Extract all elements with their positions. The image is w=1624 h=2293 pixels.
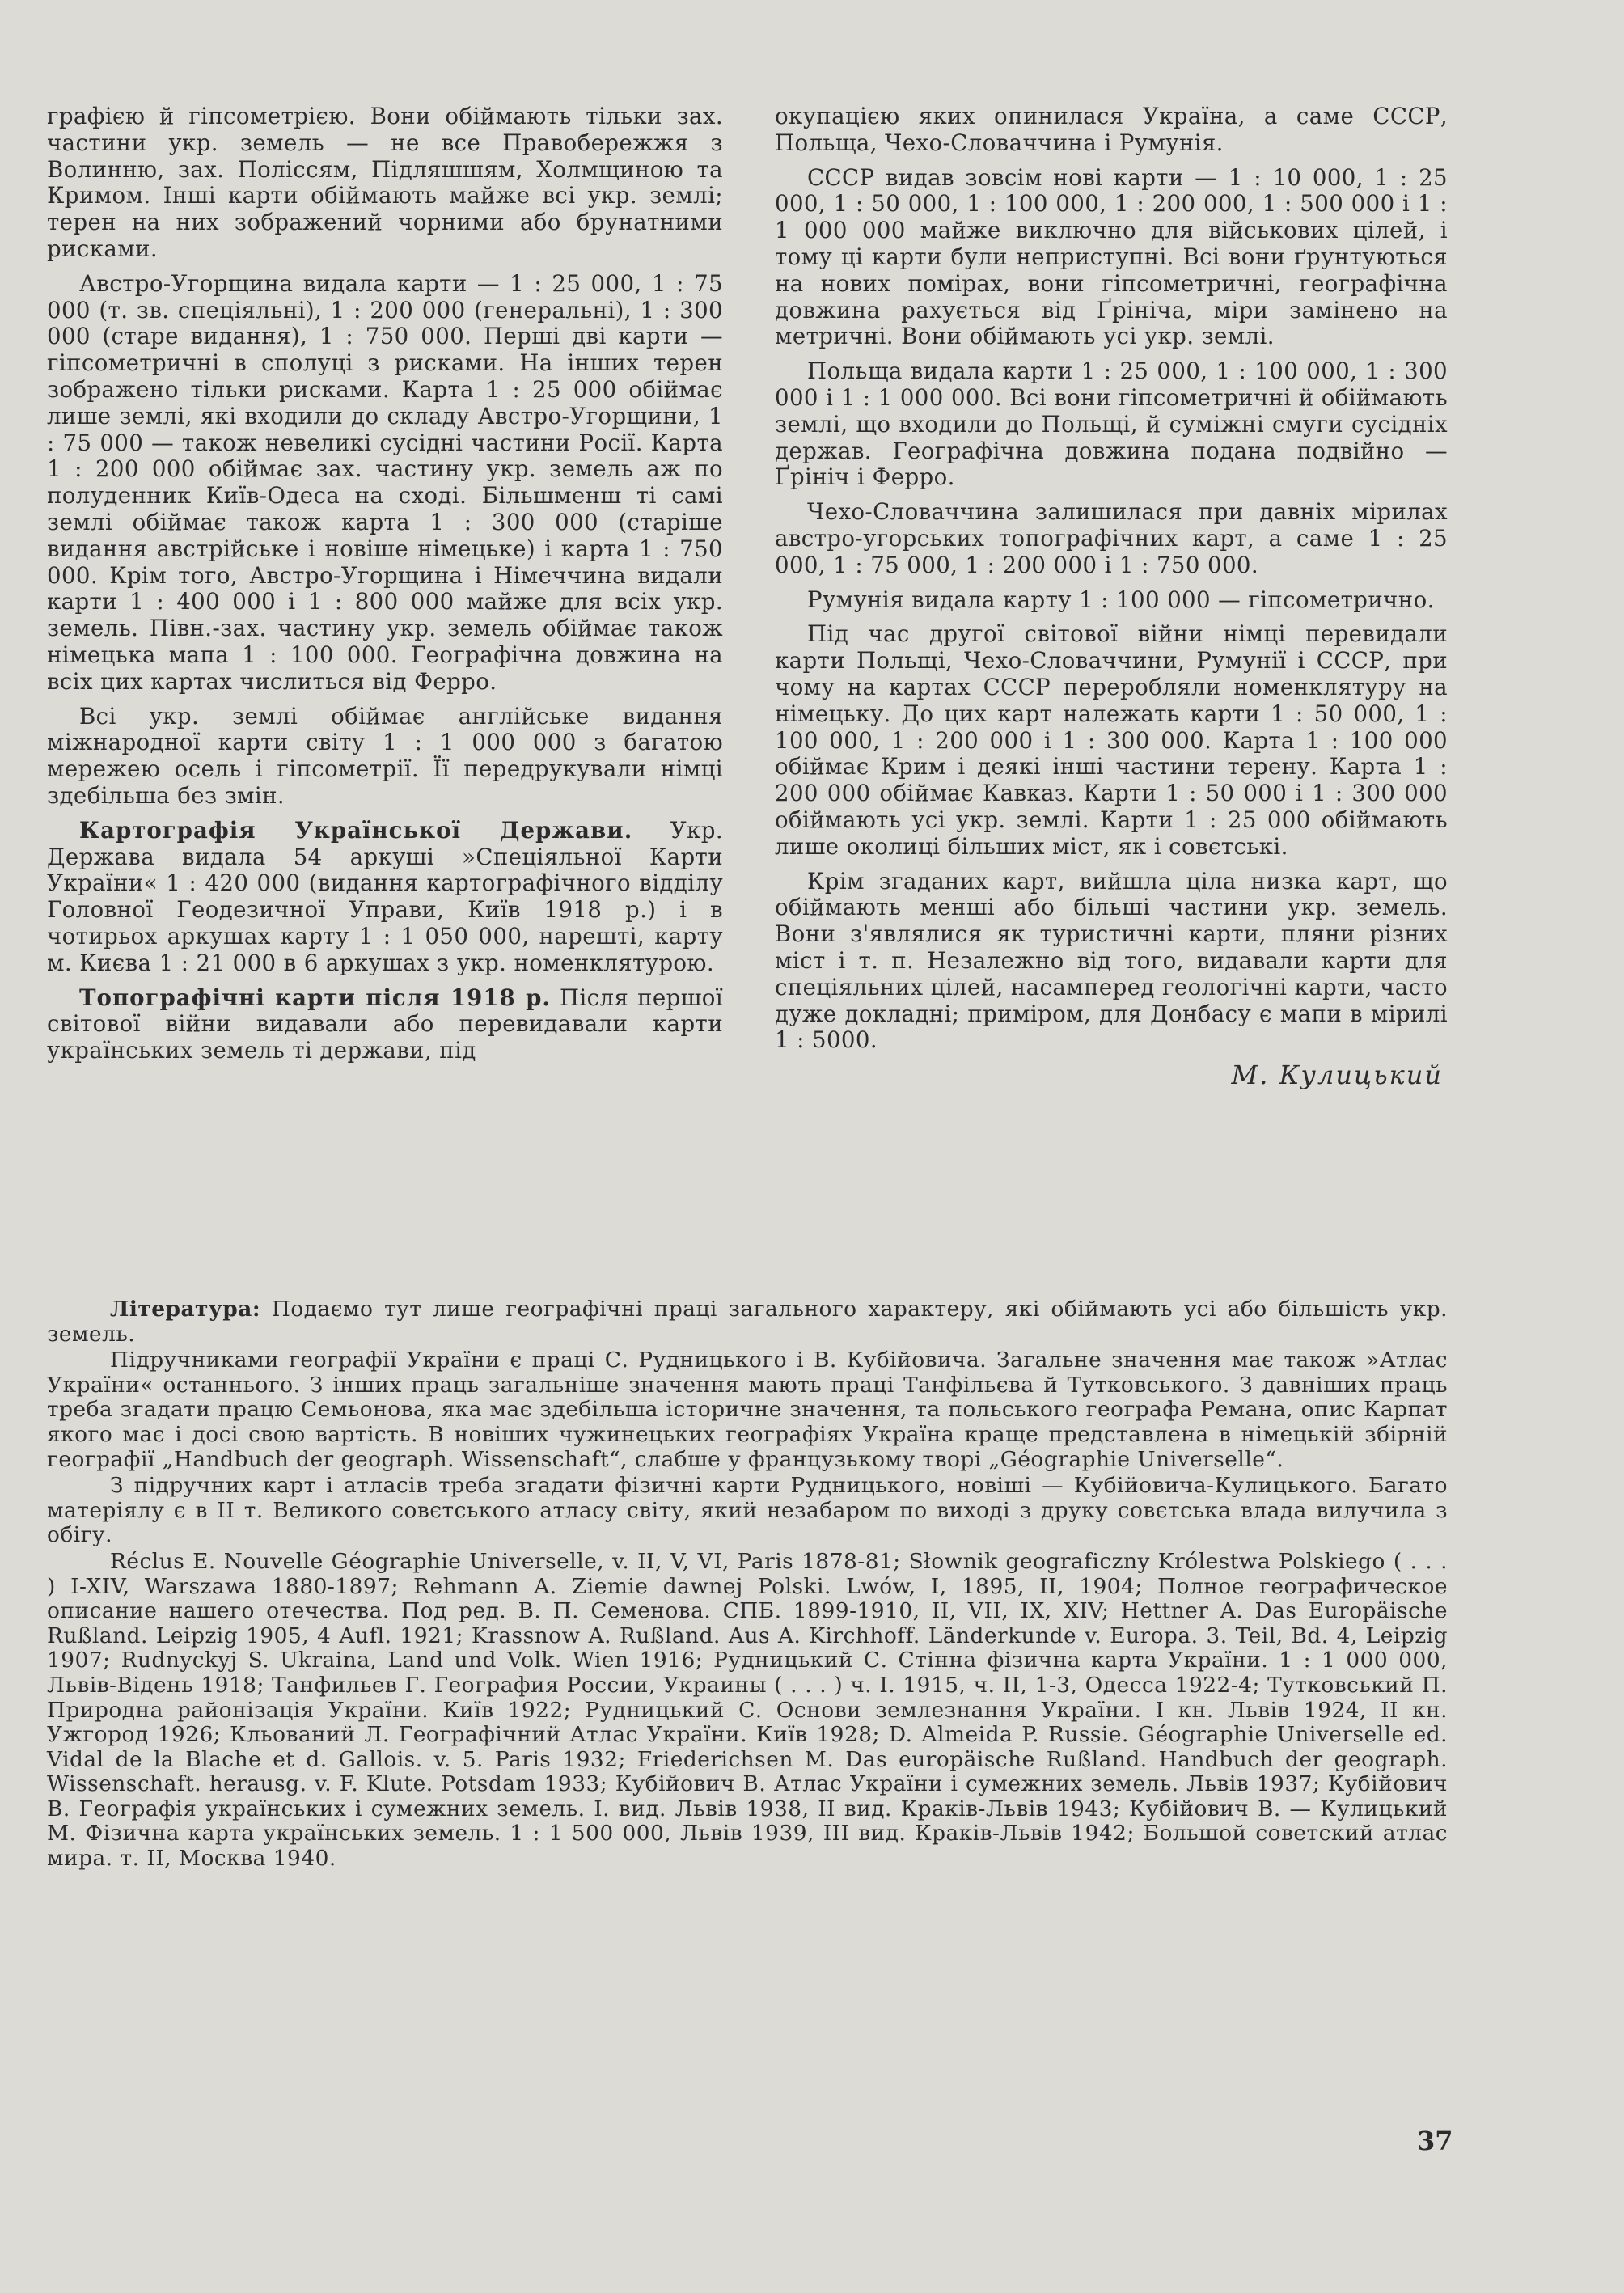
bibliography-intro-text: Подаємо тут лише географічні праці загального характеру, які обіймають усі або більшість укр. земель. <box>47 1297 1448 1347</box>
section-text: Після першої світової війни видавали або перевидавали карти українських земель ті держави, під <box>47 984 724 1064</box>
page-number: 37 <box>1417 2126 1453 2156</box>
paragraph: окупацією яких опинилася Україна, а саме СССР, Польща, Чехо-Словаччина і Румунія. <box>775 103 1448 156</box>
bibliography <box>47 1297 1448 1873</box>
paragraph: Чехо-Словаччина залишилася при давніх мірилах австро-угорських топографічних карт, а саме 1 : 25 000, 1 : 75 000, 1 : 200 000 і 1 : 750 000. <box>775 498 1448 578</box>
paragraph: Під час другої світової війни німці перевидали карти Польщі, Чехо-Словаччини, Румунії і СССР, при чому на картах СССР переробляли номенклятуру на німецьку. До цих карт належать карти 1 : 50 000, 1 : 100 000, 1 : 200 000 і 1 : 300 000. Карта 1 : 100 000 обіймає Крим і деякі інші частини терену. Карта 1 : 200 000 обіймає Кавказ. Карти 1 : 50 000 і 1 : 300 000 обіймають усі укр. землі. Карти 1 : 25 000 обіймають лише околиці більших міст, як і совєтські. <box>775 620 1448 860</box>
right-column <box>775 104 1448 1089</box>
section-heading: Топографічні карти після 1918 р. <box>79 984 551 1011</box>
bibliography-paragraph: Підручниками географії України є праці С. Рудницького і В. Кубійовича. Загальне значення має також »Атлас України« останнього. З інших праць загальніше значення мають праці Танфільєва й Тутковського. З давніших праць треба згадати працю Семьонова, яка має здебільша історичне значення, та польського географа Ремана, опис Карпат якого має і досі свою вартість. В новіших чужинецьких географіях Україна краще представлена в німецькій збірній географії „Handbuch der geograph. Wissenschaft“, слабше у французькому творі „Géographie Universelle“. <box>47 1347 1448 1472</box>
bibliography-label: Література: <box>110 1297 261 1322</box>
left-column <box>47 104 723 1072</box>
paragraph: Румунія видала карту 1 : 100 000 — гіпсометрично. <box>807 586 1435 613</box>
paragraph: Австро-Угорщина видала карти — 1 : 25 000, 1 : 75 000 (т. зв. спеціяльні), 1 : 200 000 (генеральні), 1 : 300 000 (старе видання), 1 : 750 000. Перші дві карти — гіпсометричні в сполуці з рисками. На інших терен зображено тільки рисками. Карта 1 : 25 000 обіймає лише землі, які входили до складу Австро-Угорщини, 1 : 75 000 — також невеликі сусідні частини Росії. Карта 1 : 200 000 обіймає зах. частину укр. земель аж по полуденник Київ-Одеса на сході. Більшменш ті самі землі обіймає також карта 1 : 300 000 (старіше видання австрійське і новіше німецьке) і карта 1 : 750 000. Крім того, Австро-Угорщина і Німеччина видали карти 1 : 400 000 і 1 : 800 000 майже для всіх укр. земель. Півн.-зах. частину укр. земель обіймає також німецька мапа 1 : 100 000. Географічна довжина на всіх цих картах числиться від Ферро. <box>47 269 723 695</box>
bibliography-intro <box>47 1297 1448 1347</box>
paragraph: СССР видав зовсім нові карти — 1 : 10 000, 1 : 25 000, 1 : 50 000, 1 : 100 000, 1 : 200 000, 1 : 500 000 і 1 : 1 000 000 майже виключно для військових цілей, і тому ці карти були неприступні. Всі вони ґрунтуються на нових помірах, вони гіпсометричні, географічна довжина рахується від Ґрініча, міри замінено на метричні. Вони обіймають усі укр. землі. <box>775 163 1448 350</box>
section-topographic-maps <box>47 985 723 1064</box>
author-signature: М. Кулицький <box>1231 1060 1443 1091</box>
section-heading: Картографія Української Держави. <box>79 816 633 844</box>
paragraph: Польща видала карти 1 : 25 000, 1 : 100 000, 1 : 300 000 і 1 : 1 000 000. Всі вони гіпсометричні й обіймають землі, що входили до Польщі, й суміжні смуги сусідніх держав. Географічна довжина подана подвійно — Ґрініч і Ферро. <box>775 357 1448 491</box>
paragraph: Всі укр. землі обіймає англійське видання міжнародної карти світу 1 : 1 000 000 з багатою мережею осель і гіпсометрії. Її передрукували німці здебільша без змін. <box>47 702 723 809</box>
bibliography-references: Réclus E. Nouvelle Géographie Universelle, v. II, V, VI, Paris 1878-81; Słownik geograficzny Królestwa Polskiego ( . . . ) I-XIV, Warszawa 1880-1897; Rehmann A. Ziemie dawnej Polski. Lwów, I, 1895, II, 1904; Полное географическое описание нашего отечества. Под ред. В. П. Семенова. СПБ. 1899-1910, II, VII, IX, XIV; Hettner A. Das Europäische Rußland. Leipzig 1905, 4 Aufl. 1921; Krassnow A. Rußland. Aus A. Kirchhoff. Länderkunde v. Europa. 3. Teil, Bd. 4, Leipzig 1907; Rudnyckyj S. Ukraina, Land und Volk. Wien 1916; Рудницький С. Стінна фізична карта України. 1 : 1 000 000, Львів-Відень 1918; Танфильев Г. География России, Украины ( . . . ) ч. I. 1915, ч. II, 1-3, Одесса 1922-4; Тутковський П. Природна районізація України. Київ 1922; Рудницький С. Основи землезнання України. I кн. Львів 1924, II кн. Ужгород 1926; Кльований Л. Географічний Атлас України. Київ 1928; D. Almeida P. Russie. Géographie Universelle ed. Vidal de la Blache et d. Gallois. v. 5. Paris 1932; Friederichsen M. Das europäische Rußland. Handbuch der geograph. Wissenschaft. herausg. v. F. Klute. Potsdam 1933; Кубійович В. Атлас України і сумежних земель. Львів 1937; Кубійович В. Географія українських і сумежних земель. I. вид. Львів 1938, II вид. Краків-Львів 1943; Кубійович В. — Кулицький М. Фізична карта українських земель. 1 : 1 500 000, Львів 1939, III вид. Краків-Львів 1942; Большой советский атлас мира. т. II, Москва 1940. <box>47 1548 1448 1872</box>
section-ukrainian-state <box>47 818 723 977</box>
section-text: Укр. Держава видала 54 аркуші »Спеціяльної Карти України« 1 : 420 000 (видання картографічного відділу Головної Геодезичної Управи, Київ 1918 р.) і в чотирьох аркушах карту 1 : 1 050 000, нарешті, карту м. Києва 1 : 21 000 в 6 аркушах з укр. номенклятурою. <box>47 816 724 976</box>
paragraph: Крім згаданих карт, вийшла ціла низка карт, що обіймають менші або більші частини укр. земель. Вони з'являлися як туристичні карти, пляни різних міст і т. п. Незалежно від того, видавали карти для спеціяльних цілей, насамперед геологічні карти, часто дуже докладні; приміром, для Донбасу є мапи в мірилі 1 : 5000. <box>775 867 1448 1054</box>
bibliography-paragraph: З підручних карт і атласів треба згадати фізичні карти Рудницького, новіші — Кубійовича-Кулицького. Багато матеріялу є в II т. Великого совєтського атласу світу, який незабаром по виході з друку совєтська влада вилучила з обігу. <box>47 1473 1448 1548</box>
paragraph: графією й гіпсометрією. Вони обіймають тільки зах. частини укр. земель — не все Правобережжя з Волинню, зах. Поліссям, Підляшшям, Холмщиною та Кримом. Інші карти обіймають майже всі укр. землі; терен на них зображений чорними або брунатними рисками. <box>47 103 723 262</box>
